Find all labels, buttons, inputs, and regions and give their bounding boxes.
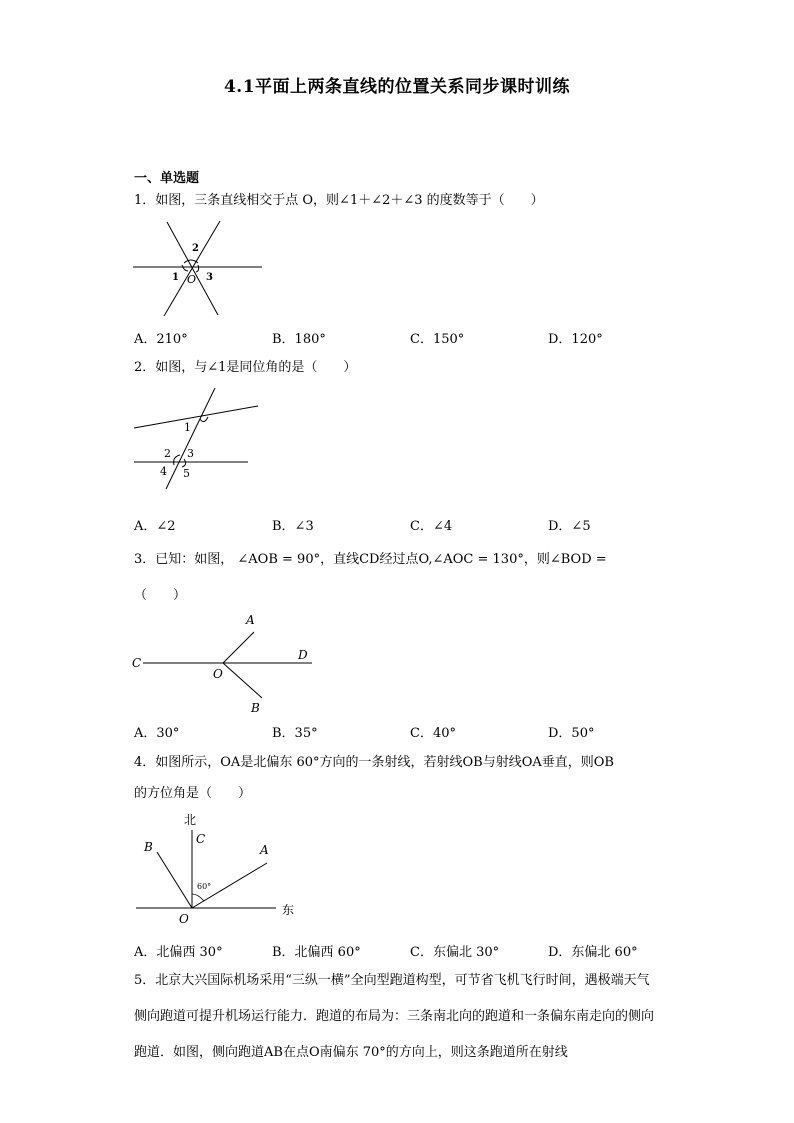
figure-4-label-angle: 60° xyxy=(197,882,212,891)
question-3-text-line2: （ ） xyxy=(134,588,187,603)
question-1-option-c[interactable]: C．150° xyxy=(410,332,465,347)
figure-4-label-north: 北 xyxy=(184,813,197,827)
question-4-figure xyxy=(130,808,305,928)
question-4-text-line1: 4．如图所示，OA是北偏东 60°方向的一条射线，若射线OB与射线OA垂直，则OB xyxy=(134,755,614,770)
figure-2-label-2: 2 xyxy=(164,447,171,460)
question-3-figure xyxy=(130,610,330,720)
figure-4-label-b: B xyxy=(144,840,153,854)
question-3-option-a[interactable]: A．30° xyxy=(134,726,180,741)
question-1-figure xyxy=(130,215,270,325)
question-2-figure xyxy=(130,385,260,495)
figure-2-label-4: 4 xyxy=(160,465,167,478)
question-4-text-line2: 的方位角是（ ） xyxy=(134,786,252,801)
figure-1-label-2: 2 xyxy=(192,243,199,254)
question-4-options xyxy=(134,941,674,959)
question-4-option-b[interactable]: B．北偏西 60° xyxy=(272,945,361,960)
figure-3-label-a: A xyxy=(246,613,255,627)
figure-3-label-d: D xyxy=(298,648,308,662)
question-3-option-d[interactable]: D．50° xyxy=(548,726,595,741)
figure-2-label-5: 5 xyxy=(183,467,190,480)
figure-3-label-c: C xyxy=(132,656,142,670)
question-3-option-c[interactable]: C．40° xyxy=(410,726,456,741)
question-1-option-d[interactable]: D．120° xyxy=(548,332,603,347)
figure-4-label-a: A xyxy=(260,843,269,857)
figure-4-label-o: O xyxy=(179,912,189,926)
question-2-option-b[interactable]: B．∠3 xyxy=(272,519,314,534)
question-4-option-a[interactable]: A．北偏西 30° xyxy=(134,945,223,960)
figure-3-label-b: B xyxy=(251,701,260,715)
figure-4-label-c: C xyxy=(196,832,206,846)
question-2-options xyxy=(134,515,674,533)
section-heading: 一、单选题 xyxy=(134,171,200,186)
figure-1-label-o: O xyxy=(187,273,197,286)
question-1-text: 1．如图，三条直线相交于点 O，则∠1＋∠2＋∠3 的度数等于（ ） xyxy=(134,193,544,208)
question-2-text: 2．如图，与∠1是同位角的是（ ） xyxy=(134,360,357,375)
question-2-option-a[interactable]: A．∠2 xyxy=(134,519,176,534)
question-5-text: 5．北京大兴国际机场采用“三纵一横”全向型跑道构型，可节省飞机飞行时间，遇极端天气侧向跑道可提升机场运行能力．跑道的布局为：三条南北向的跑道和一条偏东南走向的侧向跑道．如图，侧向跑道AB在点O南偏东 70°的方向上，则这条跑道所在射线 xyxy=(134,973,655,1060)
question-3-text-line1: 3．已知：如图， ∠AOB = 90°，直线CD经过点O,∠AOC = 130°，则∠BOD = xyxy=(134,552,607,567)
question-1-option-b[interactable]: B．180° xyxy=(272,332,326,347)
question-4-option-d[interactable]: D．东偏北 60° xyxy=(548,945,638,960)
figure-3-label-o: O xyxy=(213,667,223,681)
question-3-options xyxy=(134,722,674,740)
question-4-option-c[interactable]: C．东偏北 30° xyxy=(410,945,500,960)
figure-2-label-1: 1 xyxy=(184,421,191,434)
question-2-option-c[interactable]: C．∠4 xyxy=(410,519,453,534)
question-3-option-b[interactable]: B．35° xyxy=(272,726,318,741)
page-title: 4.1平面上两条直线的位置关系同步课时训练 xyxy=(223,77,571,97)
figure-4-label-east: 东 xyxy=(282,903,295,917)
question-1-option-a[interactable]: A．210° xyxy=(134,332,188,347)
figure-2-label-3: 3 xyxy=(187,447,194,460)
figure-1-label-1: 1 xyxy=(172,272,179,283)
figure-1-label-3: 3 xyxy=(206,272,213,283)
question-1-options xyxy=(134,328,674,346)
question-2-option-d[interactable]: D．∠5 xyxy=(548,519,591,534)
